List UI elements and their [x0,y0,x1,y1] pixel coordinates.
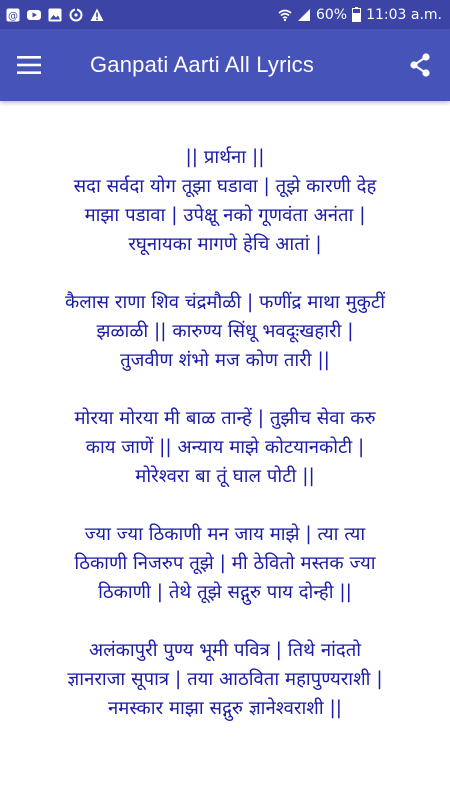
lyric-line: || प्रार्थना || [185,147,265,168]
share-button[interactable] [400,29,440,101]
lyric-line: मोरेश्वरा बा तूं घाल पोटी || [135,466,315,487]
svg-text:@: @ [8,10,18,22]
stanza [0,636,450,723]
stanza [0,143,450,259]
menu-button[interactable] [0,29,58,101]
lyric-line: ठिकाणी निजरुप तूझे | मी ठेवितो मस्तक ज्या [74,553,376,574]
notification-icons [6,8,104,22]
lyric-line: काय जाणें || अन्याय माझे कोटयानकोटी | [85,437,365,458]
app-bar [0,29,450,101]
lyric-line: ज्ञानराजा सूपात्र | तया आठविता महापुण्यराशी | [67,669,383,690]
lyric-line: ठिकाणी | तेथे तूझे सद्गुरु पाय दोन्ही || [98,582,352,603]
lyric-line: कैलास राणा शिव चंद्रमौळी | फणींद्र माथा मुकुटीं [64,292,385,313]
status-bar [0,0,450,29]
signal-icon [297,8,311,22]
battery-percent: 60% [315,6,348,23]
stanza [0,404,450,491]
clock: 11:03 a.m. [366,6,442,23]
data-saver-icon [69,8,83,22]
lyric-line: सदा सर्वदा योग तूझा घडावा | तूझे कारणी देह [73,176,377,197]
lyric-line: तुजवीण शंभो मज कोण तारी || [120,350,330,371]
app-title: Ganpati Aarti All Lyrics [90,52,315,77]
at-sign-icon [6,8,20,22]
menu-icon [17,56,41,74]
lyric-line: ज्या ज्या ठिकाणी मन जाय माझे | त्या त्या [84,524,366,545]
lyric-line: माझा पडावा | उपेक्षू नको गूणवंता अनंता | [84,205,366,226]
wifi-icon [278,8,292,22]
stanza [0,288,450,375]
lyric-line: मोरया मोरया मी बाळ तान्हें | तुझीच सेवा करु [74,408,376,429]
lyric-line: अलंकापुरी पुण्य भूमी पवित्र | तिथे नांदतो [88,640,362,661]
lyric-line: झळाळी || कारुण्य सिंधू भवदूःखहारी | [96,321,354,342]
lyric-line: नमस्कार माझा सद्गुरु ज्ञानेश्वराशी || [108,698,342,719]
lyrics-content [0,101,450,723]
warning-icon [90,8,104,22]
system-status [278,7,442,23]
share-icon [409,53,431,77]
lyric-line: रघूनायका मागणे हेचि आतां | [128,234,322,255]
stanza [0,520,450,607]
youtube-icon [27,8,41,22]
image-icon [48,8,62,22]
battery-icon [352,7,361,22]
